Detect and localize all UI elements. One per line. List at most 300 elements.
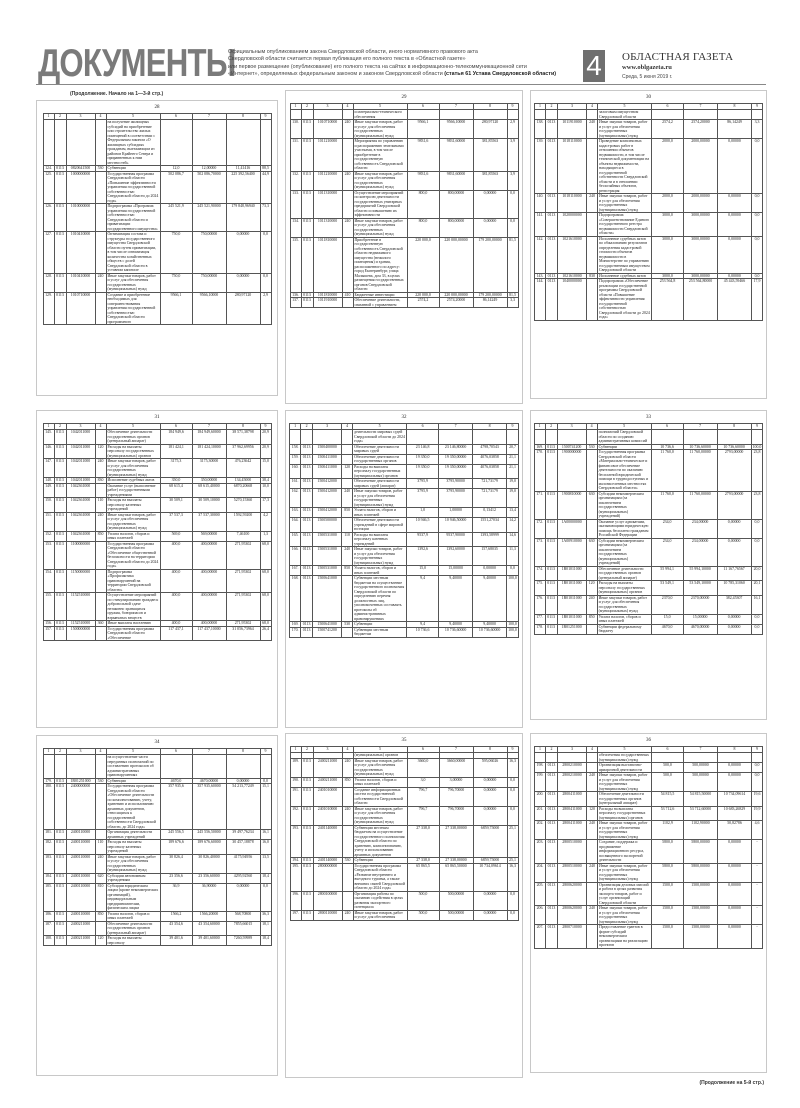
- table-panel-page-33: [530, 410, 767, 720]
- execution-percent-cell: 0,0: [752, 213, 763, 237]
- executed-amount-cell: 0,00000: [473, 190, 507, 218]
- row-number-cell: 154.: [43, 569, 54, 593]
- table-row: [43, 459, 271, 478]
- execution-percent-cell: 13,5: [260, 854, 271, 873]
- target-code-cell: 1010710000: [66, 292, 95, 325]
- description-cell: Осуществление мероприятий по стимулированию граждан к добровольной сдаче незаконно хранящихся оружия, боеприпасов и взрывчатых веществ: [107, 593, 159, 620]
- expense-type-cell: 810: [95, 883, 106, 911]
- approved-amount-cell: 181 424,1: [160, 444, 192, 459]
- row-number-cell: 207.: [535, 925, 546, 949]
- budget-amount-cell: 117 437,10000: [192, 626, 226, 641]
- approved-amount-cell: 2574,2: [407, 298, 439, 308]
- execution-percent-cell: 0,0: [507, 910, 518, 920]
- column-header: 9: [752, 104, 763, 110]
- table-row: [535, 806, 763, 821]
- approved-amount-cell: 53 712,6: [652, 806, 684, 821]
- budget-table: [290, 746, 519, 921]
- target-code-cell: 2401010000: [313, 787, 342, 806]
- target-code-cell: 1100000000: [66, 541, 95, 569]
- table-row: [290, 891, 518, 910]
- table-row: [43, 830, 271, 840]
- approved-amount-cell: 4670,0: [651, 624, 683, 634]
- column-header: 7: [192, 424, 226, 430]
- description-cell: Иные закупки товаров, работ и услуг для обеспечения государственных (муниципальных) нужд: [106, 512, 160, 531]
- execution-percent-cell: -: [752, 882, 763, 906]
- row-number-cell: 162.: [290, 489, 301, 508]
- section-code-cell: 0113: [54, 626, 66, 641]
- table-row: [290, 547, 519, 566]
- budget-table: [43, 423, 272, 641]
- target-code-cell: 1042011000: [66, 430, 95, 445]
- budget-amount-cell: 350,00000: [192, 478, 226, 484]
- expense-type-cell: 240: [587, 863, 598, 882]
- row-number-cell: 129.: [43, 292, 54, 325]
- budget-amount-cell: 750,00000: [192, 232, 226, 274]
- target-code-cell: 1042011000: [66, 459, 95, 478]
- panel-page-number: 30: [646, 95, 651, 100]
- row-number-cell: 169.: [534, 444, 545, 450]
- column-header: 8: [226, 114, 260, 120]
- section-code-cell: 0113: [301, 489, 313, 508]
- row-number-cell: [43, 120, 54, 166]
- executed-amount-cell: 5270,15360: [226, 498, 260, 513]
- description-cell: Иные закупки товаров, работ и услуг для обеспечения государственных (муниципальных) нужд: [598, 194, 652, 213]
- budget-amount-cell: 234,00000: [683, 538, 717, 566]
- section-code-cell: 0113: [301, 622, 313, 628]
- executed-amount-cell: 157,68035: [473, 547, 507, 566]
- table-row: [535, 821, 763, 840]
- target-code-cell: 2400110000: [66, 883, 95, 911]
- target-code-cell: 1152510000: [66, 593, 95, 621]
- approved-amount-cell: 796,7: [407, 787, 439, 806]
- row-number-cell: 185.: [43, 883, 54, 911]
- budget-table: [43, 748, 272, 946]
- execution-percent-cell: 68,0: [260, 569, 271, 593]
- expense-type-cell: [95, 830, 106, 840]
- section-code-cell: 0113: [54, 621, 66, 627]
- row-number-cell: 186.: [43, 911, 54, 921]
- table-row: [534, 519, 763, 538]
- target-code-cell: 2401140000: [313, 825, 342, 858]
- executed-amount-cell: 9,40000: [473, 576, 507, 622]
- expense-type-cell: 120: [95, 444, 106, 459]
- target-code-cell: 1A00910000: [557, 538, 586, 566]
- section-code-cell: 0113: [546, 763, 558, 773]
- description-cell: Обеспечение деятельности государственных органов (центральный аппарат): [106, 430, 160, 445]
- description-cell: на получение жилищных субсидий на приобретение или строительство жилых помещений в соответствии с Федеральным законом «О жилищных субсидиях гражданам, выезжающим из районов Крайнего Севера и приравненных к ним местностей»: [106, 120, 160, 166]
- table-row: [43, 593, 271, 621]
- column-header: 6: [407, 104, 439, 110]
- expense-type-cell: 240: [342, 120, 353, 139]
- approved-amount-cell: 10 736,6: [407, 627, 439, 637]
- approved-amount-cell: 189 676,6: [160, 840, 192, 855]
- column-header: 4: [95, 749, 106, 755]
- column-header: 4: [342, 424, 353, 430]
- row-number-cell: 133.: [290, 190, 301, 218]
- column-header: 4: [586, 424, 597, 430]
- table-row: [290, 139, 518, 172]
- expense-type-cell: 630: [586, 491, 597, 519]
- section-code-cell: 0113: [545, 581, 557, 596]
- executed-amount-cell: 4076,03858: [473, 464, 507, 479]
- table-panel-page-34: [36, 735, 278, 1076]
- section-code-cell: 0113: [54, 830, 66, 840]
- budget-amount-cell: 10 736,60000: [683, 444, 717, 450]
- executed-amount-cell: 280,97120: [473, 120, 507, 139]
- budget-amount-cell: 43 354,60000: [192, 921, 226, 936]
- section-code-cell: 0113: [545, 491, 557, 519]
- target-code-cell: 1B01011000: [557, 581, 586, 596]
- table-row: [290, 218, 518, 237]
- target-code-cell: 1900810000: [557, 491, 586, 519]
- executed-amount-cell: 721,73179: [473, 489, 507, 508]
- execution-percent-cell: 23,8: [751, 491, 763, 519]
- target-code-cell: 1011210000: [313, 139, 342, 172]
- approved-amount-cell: 3000,0: [652, 273, 684, 279]
- target-code-cell: 1011810000: [313, 237, 342, 292]
- target-code-cell: 1500531000: [313, 532, 342, 547]
- table-row: [290, 566, 519, 576]
- executed-amount-cell: 0,00000: [718, 863, 752, 882]
- budget-amount-cell: 2574,20000: [684, 120, 718, 139]
- row-number-cell: 155.: [43, 593, 54, 621]
- executed-amount-cell: 4076,03858: [473, 454, 507, 464]
- table-row: [290, 444, 519, 454]
- section-code-cell: 0113: [54, 498, 66, 513]
- execution-percent-cell: -: [752, 906, 763, 925]
- row-number-cell: 198.: [535, 763, 546, 773]
- budget-amount-cell: 54 815,50000: [684, 792, 718, 807]
- row-number-cell: 149.: [43, 483, 54, 498]
- table-row: [290, 454, 519, 464]
- table-row: [290, 806, 518, 825]
- expense-type-cell: 240: [342, 171, 353, 190]
- budget-table: [289, 423, 519, 638]
- section-code-cell: 0113: [545, 624, 557, 634]
- description-cell: Субвенции местным бюджетам: [353, 627, 407, 637]
- description-cell: (муниципальных) органов: [353, 753, 407, 759]
- column-header: 1: [290, 424, 301, 430]
- row-number-cell: 189.: [290, 758, 301, 777]
- approved-amount-cell: 3660,0: [407, 758, 439, 777]
- paper-name: ОБЛАСТНАЯ ГАЗЕТА: [622, 51, 734, 63]
- target-code-cell: 1010410000: [66, 273, 95, 292]
- approved-amount-cell: 800,0: [407, 218, 439, 237]
- execution-percent-cell: 21,1: [507, 454, 519, 464]
- section-code-cell: 0113: [301, 910, 313, 920]
- execution-percent-cell: 0,0: [507, 787, 518, 806]
- approved-amount-cell: 54 815,5: [652, 792, 684, 807]
- budget-amount-cell: [192, 120, 226, 166]
- target-code-cell: 1B01251000: [557, 624, 586, 634]
- executed-amount-cell: 30 457,18878: [226, 840, 260, 855]
- section-code-cell: 0113: [546, 273, 558, 279]
- execution-percent-cell: 16,3: [507, 758, 518, 777]
- budget-amount-cell: 19 350,00000: [439, 454, 473, 464]
- budget-amount-cell: 9831,60000: [439, 139, 473, 172]
- row-number-cell: 140.: [535, 194, 546, 213]
- expense-type-cell: [587, 792, 598, 807]
- execution-percent-cell: 4,2: [260, 512, 271, 531]
- expense-type-cell: [342, 430, 353, 445]
- notice-line-text: «Интернет», определяемых федеральным законом и законом Свердловской области: [228, 71, 443, 78]
- target-code-cell: 1020000000: [558, 213, 587, 237]
- approved-amount-cell: 750,0: [160, 232, 192, 274]
- target-code-cell: 1042361000: [66, 498, 95, 513]
- row-number-cell: 151.: [43, 512, 54, 531]
- executed-amount-cell: 6859,75000: [473, 858, 507, 864]
- column-header: 8: [226, 749, 260, 755]
- table-row: [43, 541, 271, 569]
- target-code-cell: 1010710000: [313, 120, 342, 139]
- budget-table: [534, 423, 764, 635]
- executed-amount-cell: 10 734,09614: [473, 863, 507, 891]
- description-cell: Уплата налогов, сборов и иных платежей: [106, 911, 160, 921]
- table-row: [290, 464, 519, 479]
- table-panel-page-28: [36, 100, 278, 396]
- target-code-cell: 1B01011000: [557, 566, 586, 581]
- target-code-cell: 1042361000: [66, 483, 95, 498]
- table-row: [534, 595, 763, 614]
- table-row: [534, 450, 763, 492]
- paper-url-link[interactable]: www.oblgazeta.ru: [622, 64, 672, 71]
- table-row: [290, 479, 519, 489]
- column-header: 8: [718, 104, 752, 110]
- target-code-cell: 2800210000: [558, 773, 587, 792]
- notice-line: [228, 71, 588, 78]
- executed-amount-cell: 0,00000: [717, 519, 751, 538]
- approved-amount-cell: 68 615,4: [160, 483, 192, 498]
- description-cell: Расходы на выплаты персоналу государственных (муниципальных) органов: [597, 581, 651, 596]
- row-number-cell: 172.: [534, 519, 545, 538]
- target-code-cell: 1021610000: [558, 236, 587, 273]
- section-code-cell: 0113: [301, 858, 313, 864]
- row-number-cell: 144.: [535, 279, 546, 321]
- table-row: [534, 430, 763, 445]
- row-number-cell: 197.: [290, 910, 301, 920]
- description-cell: Организация выставочно-ярмарочной деятельности: [598, 763, 652, 773]
- target-code-cell: 1500411000: [313, 454, 342, 464]
- execution-percent-cell: [752, 110, 763, 120]
- target-code-cell: 2800411000: [558, 792, 587, 807]
- expense-type-cell: [587, 753, 598, 763]
- budget-table: [534, 746, 763, 949]
- section-code-cell: 0113: [54, 778, 66, 784]
- description-cell: Иные закупки товаров, работ и услуг для обеспечения государственных (муниципальных) нужд: [598, 120, 652, 139]
- section-code-cell: 0113: [301, 190, 313, 218]
- column-header: 5: [353, 104, 407, 110]
- description-cell: Уплата налогов, сборов и иных платежей: [353, 777, 407, 787]
- budget-amount-cell: 357 935,60000: [192, 784, 226, 830]
- row-number-cell: 199.: [535, 773, 546, 792]
- column-header: 1: [290, 747, 301, 753]
- section-code-cell: [546, 110, 558, 120]
- column-header: 2: [301, 424, 313, 430]
- description-cell: Субвенции: [106, 778, 160, 784]
- executed-amount-cell: 10 736,60000: [717, 444, 751, 450]
- row-number-cell: 167.: [290, 566, 301, 576]
- budget-amount-cell: 53 712,60000: [684, 806, 718, 821]
- column-header: 9: [260, 749, 271, 755]
- expense-type-cell: 120: [587, 806, 598, 821]
- target-code-cell: 1021610000: [558, 273, 587, 279]
- section-code-cell: 0113: [546, 806, 558, 821]
- notice-line: Официальным опубликованием закона Свердловской области, иного нормативного правового акта: [228, 49, 478, 55]
- section-code-cell: 0113: [546, 194, 558, 213]
- target-code-cell: 1150000000: [66, 569, 95, 593]
- budget-amount-cell: 220 000,00000: [439, 237, 473, 292]
- table-row: [535, 840, 763, 864]
- section-code-cell: [545, 430, 557, 445]
- table-row: [43, 204, 271, 232]
- budget-amount-cell: [439, 110, 473, 120]
- target-code-cell: 1500641000: [313, 576, 342, 622]
- section-code-cell: 0113: [301, 863, 313, 891]
- executed-amount-cell: 9,40000: [473, 622, 507, 628]
- notice-line: Свердловской области считается первая публикация его полного текста в «Областной газете»: [228, 56, 466, 63]
- table-panel-page-36: [530, 733, 767, 1073]
- execution-percent-cell: 26,4: [260, 626, 271, 641]
- executed-amount-cell: 0,00000: [717, 538, 751, 566]
- target-code-cell: 1152510000: [66, 621, 95, 627]
- column-header: 7: [192, 114, 226, 120]
- table-row: [290, 298, 518, 308]
- column-header: 2: [546, 747, 558, 753]
- execution-percent-cell: 88,5: [260, 166, 271, 172]
- description-cell: Субвенции федеральному бюджету: [597, 624, 651, 634]
- row-number-cell: 126.: [43, 204, 54, 232]
- executed-amount-cell: 0,00000: [718, 273, 752, 279]
- execution-percent-cell: 4,6: [752, 821, 763, 840]
- column-header: 9: [752, 747, 763, 753]
- table-row: [290, 532, 519, 547]
- executed-amount-cell: [226, 120, 260, 166]
- execution-percent-cell: 19,9: [752, 806, 763, 821]
- approved-amount-cell: 245 556,5: [160, 830, 192, 840]
- execution-percent-cell: -: [752, 840, 763, 864]
- column-header: 7: [192, 749, 226, 755]
- column-header: 9: [260, 424, 271, 430]
- row-number-cell: 183.: [43, 854, 54, 873]
- target-code-cell: 2400110000: [66, 911, 95, 921]
- column-header: 6: [407, 747, 439, 753]
- expense-type-cell: 240: [587, 906, 598, 925]
- section-code-cell: 0113: [301, 479, 313, 489]
- budget-amount-cell: 68 615,40000: [192, 483, 226, 498]
- target-code-cell: 1040000000: [558, 279, 587, 321]
- executed-amount-cell: 10 785,31060: [717, 581, 751, 596]
- approved-amount-cell: 11 760,0: [651, 491, 683, 519]
- description-cell: Иные закупки товаров, работ и услуг для обеспечения государственных (муниципальных) нужд: [353, 218, 407, 237]
- budget-amount-cell: 500,00000: [439, 910, 473, 920]
- approved-amount-cell: 9566,1: [160, 292, 192, 325]
- execution-percent-cell: 19,0: [507, 479, 519, 489]
- executed-amount-cell: 0,00000: [718, 925, 752, 949]
- expense-type-cell: 240: [95, 273, 106, 292]
- execution-percent-cell: 0,0: [507, 218, 518, 237]
- executed-amount-cell: 271,95302: [226, 569, 260, 593]
- approved-amount-cell: [652, 110, 684, 120]
- target-code-cell: 1011910000: [558, 120, 587, 139]
- budget-table: [534, 103, 763, 321]
- expense-type-cell: [587, 213, 598, 237]
- executed-amount-cell: 7,46100: [226, 531, 260, 541]
- approved-amount-cell: 400,0: [160, 541, 192, 569]
- target-code-cell: 2800100000: [313, 891, 342, 910]
- row-number-cell: [43, 755, 54, 779]
- target-code-cell: 2400211000: [66, 936, 95, 946]
- table-row: [43, 784, 271, 830]
- column-header: 1: [43, 114, 54, 120]
- budget-amount-cell: 9566,10000: [192, 292, 226, 325]
- execution-percent-cell: 0,0: [260, 778, 271, 784]
- target-code-cell: 2400000000: [66, 784, 95, 830]
- target-code-cell: 1011310000: [313, 218, 342, 237]
- executed-amount-cell: 39 497,76234: [226, 830, 260, 840]
- column-header: 3: [313, 424, 342, 430]
- expense-type-cell: [587, 110, 598, 120]
- approved-amount-cell: 500,0: [652, 773, 684, 792]
- column-header: 6: [407, 424, 439, 430]
- table-row: [535, 194, 763, 213]
- table-row: [43, 171, 271, 204]
- budget-amount-cell: 9537,90000: [439, 532, 473, 547]
- description-cell: Расходы на выплаты персоналу государственных (муниципальных) органов: [353, 464, 407, 479]
- table-row: [43, 444, 271, 459]
- description-cell: Иные выплаты населению: [106, 621, 160, 627]
- column-header: 6: [651, 424, 683, 430]
- budget-amount-cell: 800,00000: [439, 190, 473, 218]
- expense-type-cell: 240: [95, 512, 106, 531]
- column-header: 5: [106, 424, 160, 430]
- table-row: [290, 237, 518, 292]
- row-number-cell: 124.: [43, 166, 54, 172]
- section-code-cell: 0113: [54, 204, 66, 232]
- target-code-cell: 2800710000: [558, 925, 587, 949]
- column-header: 5: [598, 104, 652, 110]
- expense-type-cell: 360: [95, 621, 106, 627]
- description-cell: Государственная программа Свердловской области «Развитие внутреннего и въездного туризма, а также внешних связей Свердловской области до 2024 года»: [354, 863, 406, 890]
- section-code-cell: 0113: [301, 298, 313, 308]
- approved-amount-cell: 9,4: [407, 622, 439, 628]
- executed-amount-cell: 0,00000: [473, 787, 507, 806]
- budget-amount-cell: 400,00000: [192, 593, 226, 621]
- budget-amount-cell: 1392,60000: [439, 547, 473, 566]
- executed-amount-cell: 271,95302: [226, 593, 260, 621]
- executed-amount-cell: [717, 430, 751, 445]
- column-header: 5: [106, 114, 160, 120]
- description-cell: Субвенции: [597, 444, 651, 450]
- executed-amount-cell: 86,14249: [473, 298, 507, 308]
- execution-percent-cell: 21,1: [507, 464, 519, 479]
- budget-amount-cell: 27 338,00000: [439, 825, 473, 858]
- approved-amount-cell: 400,0: [160, 593, 192, 621]
- expense-type-cell: [95, 755, 106, 779]
- budget-amount-cell: 3000,00000: [684, 236, 718, 273]
- description-cell: Организация работы по оказанию содействия в целях развития экспортного потенциала: [353, 891, 407, 910]
- execution-percent-cell: 68,0: [260, 541, 271, 569]
- panel-page-number: 33: [646, 415, 651, 420]
- execution-percent-cell: 14,6: [507, 532, 519, 547]
- budget-amount-cell: 11 760,00000: [683, 450, 717, 492]
- executed-amount-cell: 271,95302: [226, 621, 260, 627]
- execution-percent-cell: 100,0: [752, 444, 762, 449]
- approved-amount-cell: [160, 120, 192, 166]
- budget-amount-cell: 23 146,80000: [439, 444, 473, 454]
- section-code-cell: 0113: [54, 936, 66, 946]
- expense-type-cell: [95, 569, 106, 593]
- target-code-cell: 2400211000: [313, 777, 342, 787]
